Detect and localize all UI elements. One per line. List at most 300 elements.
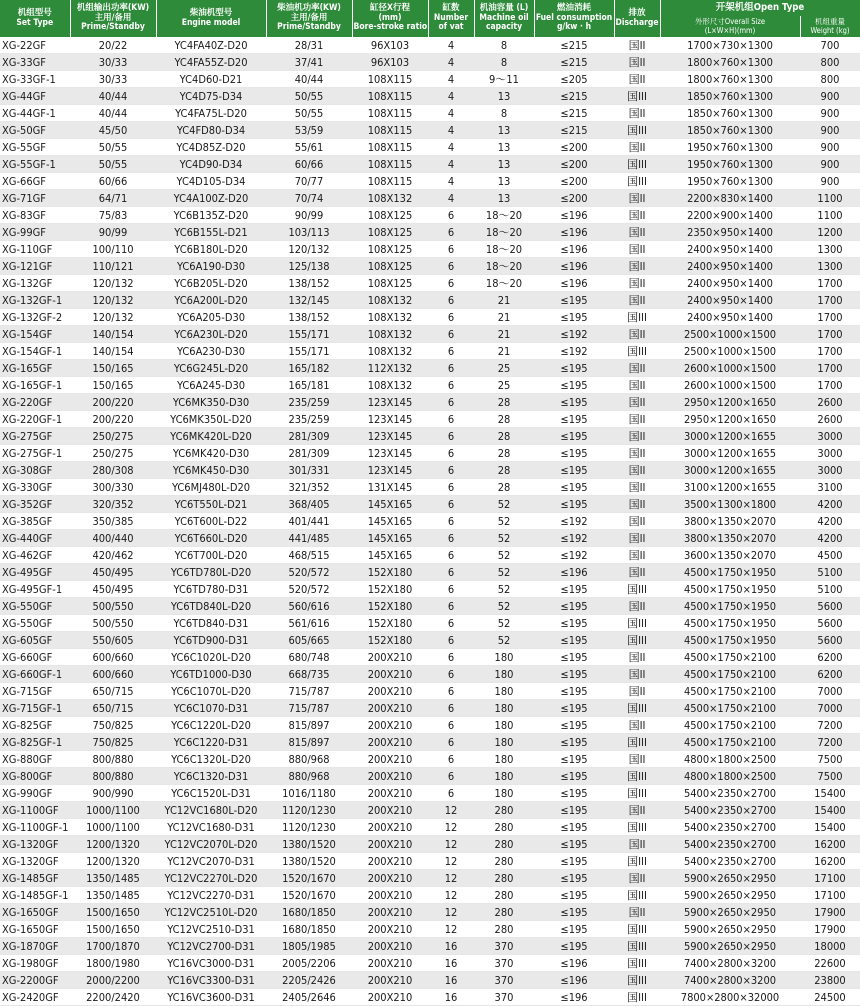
- cell-weight: 5600: [800, 632, 860, 649]
- cell-fuel-consumption: ≤192: [534, 326, 614, 343]
- cell-weight: 3000: [800, 462, 860, 479]
- cell-engine-power: 401/441: [266, 513, 352, 530]
- cell-power: 30/33: [70, 54, 156, 71]
- cell-set-type: XG-715GF: [0, 683, 70, 700]
- cell-oil-capacity: 13: [474, 139, 534, 156]
- cell-oil-capacity: 180: [474, 683, 534, 700]
- cell-bore-stroke: 200X210: [352, 751, 428, 768]
- cell-set-type: XG-154GF: [0, 326, 70, 343]
- cell-fuel-consumption: ≤215: [534, 88, 614, 105]
- cell-vat: 12: [428, 836, 474, 853]
- cell-vat: 6: [428, 615, 474, 632]
- table-row: [0, 190, 860, 207]
- cell-fuel-consumption: ≤195: [534, 734, 614, 751]
- cell-overall-size: 4500×1750×1950: [660, 598, 800, 615]
- cell-bore-stroke: 200X210: [352, 785, 428, 802]
- cell-engine-power: 165/182: [266, 360, 352, 377]
- cell-vat: 6: [428, 428, 474, 445]
- cell-discharge: 国III: [614, 581, 660, 598]
- cell-bore-stroke: 108X115: [352, 88, 428, 105]
- cell-vat: 6: [428, 241, 474, 258]
- table-row: [0, 326, 860, 343]
- cell-discharge: 国II: [614, 207, 660, 224]
- cell-weight: 17900: [800, 904, 860, 921]
- cell-power: 50/55: [70, 156, 156, 173]
- cell-discharge: 国II: [614, 666, 660, 683]
- cell-set-type: XG-44GF: [0, 88, 70, 105]
- cell-engine-power: 2405/2646: [266, 989, 352, 1006]
- cell-discharge: 国II: [614, 904, 660, 921]
- cell-power: 500/550: [70, 615, 156, 632]
- cell-engine-model: YC12VC2070-D31: [156, 853, 266, 870]
- table-header: [0, 0, 860, 37]
- cell-vat: 6: [428, 411, 474, 428]
- cell-oil-capacity: 52: [474, 496, 534, 513]
- cell-engine-power: 70/77: [266, 173, 352, 190]
- cell-engine-model: YC16VC3300-D31: [156, 972, 266, 989]
- cell-power: 1500/1650: [70, 904, 156, 921]
- cell-oil-capacity: 8: [474, 37, 534, 54]
- cell-oil-capacity: 280: [474, 853, 534, 870]
- cell-engine-power: 125/138: [266, 258, 352, 275]
- cell-fuel-consumption: ≤215: [534, 105, 614, 122]
- cell-overall-size: 5400×2350×2700: [660, 836, 800, 853]
- cell-engine-power: 155/171: [266, 326, 352, 343]
- table-row: [0, 802, 860, 819]
- cell-engine-model: YC4FA55Z-D20: [156, 54, 266, 71]
- cell-engine-model: YC6MK450-D30: [156, 462, 266, 479]
- cell-engine-model: YC6A230L-D20: [156, 326, 266, 343]
- cell-oil-capacity: 18～20: [474, 275, 534, 292]
- cell-engine-power: 281/309: [266, 428, 352, 445]
- cell-overall-size: 2600×1000×1500: [660, 360, 800, 377]
- cell-discharge: 国II: [614, 530, 660, 547]
- cell-engine-power: 165/181: [266, 377, 352, 394]
- cell-engine-model: YC6C1520L-D31: [156, 785, 266, 802]
- cell-weight: 18000: [800, 938, 860, 955]
- cell-fuel-consumption: ≤195: [534, 904, 614, 921]
- cell-set-type: XG-495GF: [0, 564, 70, 581]
- cell-vat: 16: [428, 972, 474, 989]
- cell-bore-stroke: 108X115: [352, 139, 428, 156]
- header-discharge: 排放 Discharge: [614, 0, 660, 37]
- cell-engine-power: 1680/1850: [266, 921, 352, 938]
- cell-fuel-consumption: ≤195: [534, 479, 614, 496]
- cell-fuel-consumption: ≤200: [534, 156, 614, 173]
- cell-oil-capacity: 370: [474, 938, 534, 955]
- cell-discharge: 国II: [614, 394, 660, 411]
- cell-oil-capacity: 8: [474, 54, 534, 71]
- cell-vat: 12: [428, 853, 474, 870]
- cell-engine-model: YC6B135Z-D20: [156, 207, 266, 224]
- cell-fuel-consumption: ≤215: [534, 37, 614, 54]
- cell-bore-stroke: 152X180: [352, 581, 428, 598]
- cell-fuel-consumption: ≤195: [534, 309, 614, 326]
- cell-set-type: XG-132GF-2: [0, 309, 70, 326]
- cell-oil-capacity: 21: [474, 292, 534, 309]
- cell-fuel-consumption: ≤200: [534, 139, 614, 156]
- cell-engine-power: 132/145: [266, 292, 352, 309]
- cell-fuel-consumption: ≤195: [534, 700, 614, 717]
- header-oil-capacity: 机油容量 (L) Machine oil capacity: [474, 0, 534, 37]
- cell-engine-power: 301/331: [266, 462, 352, 479]
- cell-engine-power: 1120/1230: [266, 819, 352, 836]
- cell-engine-power: 1380/1520: [266, 836, 352, 853]
- header-engine-power: 柴油机功率(KW) 主用/备用 Prime/Standby: [266, 0, 352, 37]
- cell-set-type: XG-110GF: [0, 241, 70, 258]
- cell-bore-stroke: 96X103: [352, 54, 428, 71]
- cell-weight: 800: [800, 54, 860, 71]
- cell-engine-model: YC6C1020L-D20: [156, 649, 266, 666]
- cell-overall-size: 5900×2650×2950: [660, 870, 800, 887]
- cell-fuel-consumption: ≤195: [534, 496, 614, 513]
- cell-power: 1200/1320: [70, 836, 156, 853]
- cell-fuel-consumption: ≤195: [534, 632, 614, 649]
- header-power: 机组输出功率(KW) 主用/备用 Prime/Standby: [70, 0, 156, 37]
- table-row: [0, 870, 860, 887]
- cell-overall-size: 4500×1750×1950: [660, 581, 800, 598]
- cell-power: 750/825: [70, 734, 156, 751]
- cell-set-type: XG-880GF: [0, 751, 70, 768]
- cell-overall-size: 5900×2650×2950: [660, 921, 800, 938]
- cell-engine-power: 2005/2206: [266, 955, 352, 972]
- cell-discharge: 国II: [614, 751, 660, 768]
- table-body: [0, 37, 860, 1006]
- cell-overall-size: 2400×950×1400: [660, 292, 800, 309]
- cell-power: 20/22: [70, 37, 156, 54]
- table-row: [0, 139, 860, 156]
- cell-engine-model: YC12VC2510L-D20: [156, 904, 266, 921]
- cell-overall-size: 3000×1200×1655: [660, 445, 800, 462]
- cell-engine-model: YC12VC2700-D31: [156, 938, 266, 955]
- cell-engine-model: YC6G245L-D20: [156, 360, 266, 377]
- cell-vat: 6: [428, 564, 474, 581]
- cell-weight: 1700: [800, 343, 860, 360]
- cell-overall-size: 4500×1750×2100: [660, 717, 800, 734]
- cell-overall-size: 3800×1350×2070: [660, 513, 800, 530]
- cell-set-type: XG-165GF: [0, 360, 70, 377]
- table-row: [0, 530, 860, 547]
- cell-vat: 6: [428, 224, 474, 241]
- cell-engine-model: YC6C1220L-D20: [156, 717, 266, 734]
- cell-overall-size: 2200×900×1400: [660, 207, 800, 224]
- cell-oil-capacity: 13: [474, 190, 534, 207]
- cell-weight: 1300: [800, 258, 860, 275]
- cell-discharge: 国III: [614, 700, 660, 717]
- cell-set-type: XG-99GF: [0, 224, 70, 241]
- cell-set-type: XG-22GF: [0, 37, 70, 54]
- table-row: [0, 343, 860, 360]
- cell-weight: 1700: [800, 326, 860, 343]
- cell-power: 120/132: [70, 275, 156, 292]
- cell-discharge: 国III: [614, 785, 660, 802]
- cell-vat: 6: [428, 326, 474, 343]
- cell-oil-capacity: 28: [474, 445, 534, 462]
- cell-vat: 6: [428, 598, 474, 615]
- cell-bore-stroke: 96X103: [352, 37, 428, 54]
- cell-power: 600/660: [70, 649, 156, 666]
- cell-oil-capacity: 52: [474, 513, 534, 530]
- cell-fuel-consumption: ≤195: [534, 751, 614, 768]
- cell-overall-size: 4500×1750×2100: [660, 700, 800, 717]
- table-row: [0, 904, 860, 921]
- cell-engine-model: YC6A205-D30: [156, 309, 266, 326]
- cell-engine-power: 1805/1985: [266, 938, 352, 955]
- cell-bore-stroke: 200X210: [352, 802, 428, 819]
- cell-weight: 17900: [800, 921, 860, 938]
- cell-oil-capacity: 18～20: [474, 224, 534, 241]
- cell-oil-capacity: 180: [474, 734, 534, 751]
- cell-power: 800/880: [70, 768, 156, 785]
- cell-weight: 17100: [800, 870, 860, 887]
- cell-engine-model: YC6TD780L-D20: [156, 564, 266, 581]
- cell-set-type: XG-800GF: [0, 768, 70, 785]
- cell-weight: 7200: [800, 717, 860, 734]
- cell-vat: 12: [428, 921, 474, 938]
- cell-set-type: XG-550GF: [0, 598, 70, 615]
- header-bore-stroke: 缸径X行程 (mm) Bore-stroke ratio: [352, 0, 428, 37]
- cell-weight: 1700: [800, 377, 860, 394]
- cell-power: 1000/1100: [70, 802, 156, 819]
- cell-weight: 1700: [800, 275, 860, 292]
- cell-overall-size: 2500×1000×1500: [660, 343, 800, 360]
- cell-engine-power: 50/55: [266, 105, 352, 122]
- cell-weight: 1700: [800, 309, 860, 326]
- cell-set-type: XG-825GF: [0, 717, 70, 734]
- table-row: [0, 615, 860, 632]
- cell-engine-power: 520/572: [266, 581, 352, 598]
- cell-bore-stroke: 108X125: [352, 275, 428, 292]
- cell-power: 120/132: [70, 309, 156, 326]
- cell-overall-size: 4800×1800×2500: [660, 768, 800, 785]
- table-row: [0, 887, 860, 904]
- cell-engine-power: 1380/1520: [266, 853, 352, 870]
- cell-discharge: 国II: [614, 37, 660, 54]
- cell-weight: 4200: [800, 513, 860, 530]
- cell-engine-power: 235/259: [266, 394, 352, 411]
- cell-overall-size: 4500×1750×1950: [660, 564, 800, 581]
- header-engine-model: 柴油机型号 Engine model: [156, 0, 266, 37]
- cell-bore-stroke: 200X210: [352, 938, 428, 955]
- cell-overall-size: 7400×2800×3200: [660, 972, 800, 989]
- cell-vat: 4: [428, 122, 474, 139]
- cell-set-type: XG-1485GF: [0, 870, 70, 887]
- cell-fuel-consumption: ≤196: [534, 241, 614, 258]
- cell-power: 900/990: [70, 785, 156, 802]
- cell-oil-capacity: 52: [474, 547, 534, 564]
- cell-set-type: XG-1485GF-1: [2, 888, 69, 902]
- cell-set-type: XG-495GF-1: [0, 581, 70, 598]
- cell-discharge: 国II: [614, 411, 660, 428]
- cell-power: 50/55: [70, 139, 156, 156]
- cell-weight: 7500: [800, 751, 860, 768]
- cell-vat: 4: [428, 190, 474, 207]
- table-row: [0, 292, 860, 309]
- table-row: [0, 156, 860, 173]
- table-row: [0, 258, 860, 275]
- cell-weight: 900: [800, 156, 860, 173]
- cell-weight: 700: [800, 37, 860, 54]
- table-row: [0, 88, 860, 105]
- cell-fuel-consumption: ≤195: [534, 717, 614, 734]
- cell-engine-power: 138/152: [266, 309, 352, 326]
- cell-overall-size: 4500×1750×2100: [660, 683, 800, 700]
- cell-discharge: 国III: [614, 156, 660, 173]
- cell-overall-size: 1950×760×1300: [660, 156, 800, 173]
- cell-engine-power: 715/787: [266, 683, 352, 700]
- cell-oil-capacity: 280: [474, 819, 534, 836]
- cell-set-type: XG-385GF: [0, 513, 70, 530]
- cell-engine-power: 321/352: [266, 479, 352, 496]
- table-row: [0, 751, 860, 768]
- cell-engine-power: 2205/2426: [266, 972, 352, 989]
- cell-oil-capacity: 28: [474, 428, 534, 445]
- cell-discharge: 国II: [614, 717, 660, 734]
- cell-bore-stroke: 123X145: [352, 445, 428, 462]
- cell-vat: 6: [428, 394, 474, 411]
- cell-vat: 6: [428, 513, 474, 530]
- cell-fuel-consumption: ≤192: [534, 547, 614, 564]
- cell-power: 120/132: [70, 292, 156, 309]
- cell-overall-size: 1850×760×1300: [660, 88, 800, 105]
- cell-weight: 23800: [800, 972, 860, 989]
- cell-engine-power: 37/41: [266, 54, 352, 71]
- cell-overall-size: 2400×950×1400: [660, 258, 800, 275]
- cell-bore-stroke: 108X125: [352, 258, 428, 275]
- cell-discharge: 国II: [614, 292, 660, 309]
- cell-overall-size: 2500×1000×1500: [660, 326, 800, 343]
- table-row: [0, 564, 860, 581]
- cell-bore-stroke: 152X180: [352, 598, 428, 615]
- cell-set-type: XG-55GF-1: [0, 156, 70, 173]
- cell-bore-stroke: 200X210: [352, 955, 428, 972]
- cell-weight: 900: [800, 139, 860, 156]
- cell-power: 45/50: [70, 122, 156, 139]
- cell-oil-capacity: 21: [474, 343, 534, 360]
- cell-bore-stroke: 145X165: [352, 547, 428, 564]
- header-vat: 缸数 Number of vat: [428, 0, 474, 37]
- cell-discharge: 国III: [614, 768, 660, 785]
- cell-weight: 900: [800, 122, 860, 139]
- cell-vat: 6: [428, 785, 474, 802]
- cell-engine-power: 715/787: [266, 700, 352, 717]
- cell-engine-model: YC6A190-D30: [156, 258, 266, 275]
- cell-discharge: 国III: [614, 853, 660, 870]
- cell-set-type: XG-121GF: [0, 258, 70, 275]
- cell-bore-stroke: 108X132: [352, 292, 428, 309]
- cell-overall-size: 4500×1750×2100: [660, 666, 800, 683]
- cell-fuel-consumption: ≤195: [534, 411, 614, 428]
- cell-engine-power: 520/572: [266, 564, 352, 581]
- cell-engine-model: YC6C1070-D31: [156, 700, 266, 717]
- cell-bore-stroke: 145X165: [352, 513, 428, 530]
- cell-overall-size: 3600×1350×2070: [660, 547, 800, 564]
- cell-engine-model: YC6A200L-D20: [156, 292, 266, 309]
- cell-engine-power: 70/74: [266, 190, 352, 207]
- cell-fuel-consumption: ≤195: [534, 938, 614, 955]
- cell-oil-capacity: 180: [474, 649, 534, 666]
- cell-set-type: XG-550GF: [0, 615, 70, 632]
- cell-overall-size: 1950×760×1300: [660, 139, 800, 156]
- cell-set-type: XG-2420GF: [0, 989, 70, 1006]
- cell-engine-power: 441/485: [266, 530, 352, 547]
- cell-vat: 6: [428, 530, 474, 547]
- cell-oil-capacity: 28: [474, 411, 534, 428]
- cell-vat: 4: [428, 139, 474, 156]
- cell-fuel-consumption: ≤192: [534, 530, 614, 547]
- cell-oil-capacity: 52: [474, 564, 534, 581]
- cell-power: 40/44: [70, 88, 156, 105]
- cell-engine-model: YC4FA75L-D20: [156, 105, 266, 122]
- cell-set-type: XG-33GF-1: [0, 71, 70, 88]
- cell-power: 1200/1320: [70, 853, 156, 870]
- cell-vat: 6: [428, 734, 474, 751]
- table-row: [0, 428, 860, 445]
- cell-vat: 6: [428, 700, 474, 717]
- cell-set-type: XG-1870GF: [0, 938, 70, 955]
- cell-discharge: 国II: [614, 241, 660, 258]
- cell-set-type: XG-275GF-1: [0, 445, 70, 462]
- cell-oil-capacity: 25: [474, 360, 534, 377]
- cell-bore-stroke: 200X210: [352, 717, 428, 734]
- cell-fuel-consumption: ≤192: [534, 513, 614, 530]
- cell-discharge: 国III: [614, 309, 660, 326]
- cell-bore-stroke: 108X132: [352, 377, 428, 394]
- cell-engine-power: 103/113: [266, 224, 352, 241]
- cell-bore-stroke: 200X210: [352, 768, 428, 785]
- cell-bore-stroke: 108X132: [352, 190, 428, 207]
- cell-engine-model: YC16VC3000-D31: [156, 955, 266, 972]
- table-row: [0, 921, 860, 938]
- cell-engine-power: 53/59: [266, 122, 352, 139]
- cell-vat: 12: [428, 887, 474, 904]
- cell-discharge: 国II: [614, 564, 660, 581]
- cell-engine-model: YC6C1220-D31: [156, 734, 266, 751]
- cell-engine-model: YC6TD840-D31: [156, 615, 266, 632]
- header-open-type: 开架机组Open Type: [660, 0, 860, 16]
- cell-engine-model: YC6B205L-D20: [156, 275, 266, 292]
- cell-set-type: XG-660GF: [0, 649, 70, 666]
- cell-engine-power: 468/515: [266, 547, 352, 564]
- cell-bore-stroke: 200X210: [352, 666, 428, 683]
- cell-bore-stroke: 145X165: [352, 530, 428, 547]
- cell-engine-model: YC4FD80-D34: [156, 122, 266, 139]
- cell-overall-size: 4500×1750×1950: [660, 615, 800, 632]
- cell-oil-capacity: 8: [474, 105, 534, 122]
- cell-vat: 12: [428, 802, 474, 819]
- cell-engine-power: 1016/1180: [266, 785, 352, 802]
- cell-set-type: XG-55GF: [0, 139, 70, 156]
- cell-fuel-consumption: ≤215: [534, 122, 614, 139]
- table-row: [0, 632, 860, 649]
- cell-vat: 16: [428, 955, 474, 972]
- cell-engine-model: YC6T700L-D20: [156, 547, 266, 564]
- cell-discharge: 国II: [614, 649, 660, 666]
- cell-oil-capacity: 21: [474, 326, 534, 343]
- table-row: [0, 207, 860, 224]
- header-fuel-consumption: 燃油消耗 Fuel consumption g/kw · h: [534, 0, 614, 37]
- cell-engine-model: YC12VC2510-D31: [156, 921, 266, 938]
- cell-fuel-consumption: ≤195: [534, 870, 614, 887]
- cell-overall-size: 3100×1200×1655: [660, 479, 800, 496]
- cell-engine-model: YC6MK350-D30: [156, 394, 266, 411]
- table-row: [0, 37, 860, 54]
- cell-oil-capacity: 280: [474, 836, 534, 853]
- cell-oil-capacity: 180: [474, 700, 534, 717]
- cell-set-type: XG-1650GF: [0, 921, 70, 938]
- cell-engine-model: YC12VC2070L-D20: [156, 836, 266, 853]
- cell-engine-power: 368/405: [266, 496, 352, 513]
